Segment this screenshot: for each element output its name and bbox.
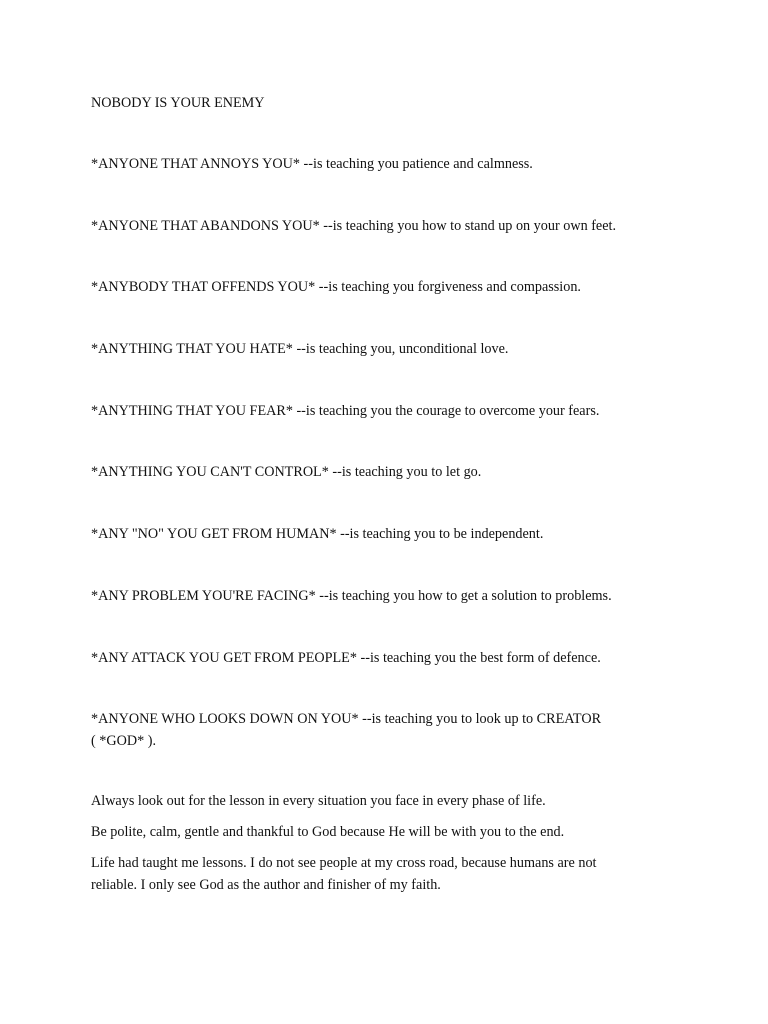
lesson-item: *ANY PROBLEM YOU'RE FACING* --is teaching you how to get a solution to problems. [91,588,612,604]
lesson-item: *ANYTHING THAT YOU FEAR* --is teaching you the courage to overcome your fears. [91,403,600,419]
lesson-item: *ANY ATTACK YOU GET FROM PEOPLE* --is teaching you the best form of defence. [91,650,601,666]
lesson-item: *ANYONE THAT ABANDONS YOU* --is teaching you how to stand up on your own feet. [91,218,617,234]
lesson-item-last-line2: ( *GOD* ). [91,733,157,749]
closing-paragraph: Be polite, calm, gentle and thankful to God because He will be with you to the end. [91,824,565,840]
closing-paragraph: Always look out for the lesson in every situation you face in every phase of life. [91,793,546,809]
document-title: NOBODY IS YOUR ENEMY [91,95,265,111]
lesson-item: *ANYTHING THAT YOU HATE* --is teaching you, unconditional love. [91,341,509,357]
lesson-item: *ANY "NO" YOU GET FROM HUMAN* --is teaching you to be independent. [91,526,544,542]
final-paragraph-line2: reliable. I only see God as the author and finisher of my faith. [91,877,441,893]
lesson-item: *ANYTHING YOU CAN'T CONTROL* --is teaching you to let go. [91,464,482,480]
lesson-item-last-line1: *ANYONE WHO LOOKS DOWN ON YOU* --is teaching you to look up to CREATOR [91,711,602,727]
final-paragraph-line1: Life had taught me lessons. I do not see people at my cross road, because humans are not [91,855,597,871]
lesson-item: *ANYBODY THAT OFFENDS YOU* --is teaching you forgiveness and compassion. [91,279,581,295]
lesson-item: *ANYONE THAT ANNOYS YOU* --is teaching you patience and calmness. [91,156,533,172]
